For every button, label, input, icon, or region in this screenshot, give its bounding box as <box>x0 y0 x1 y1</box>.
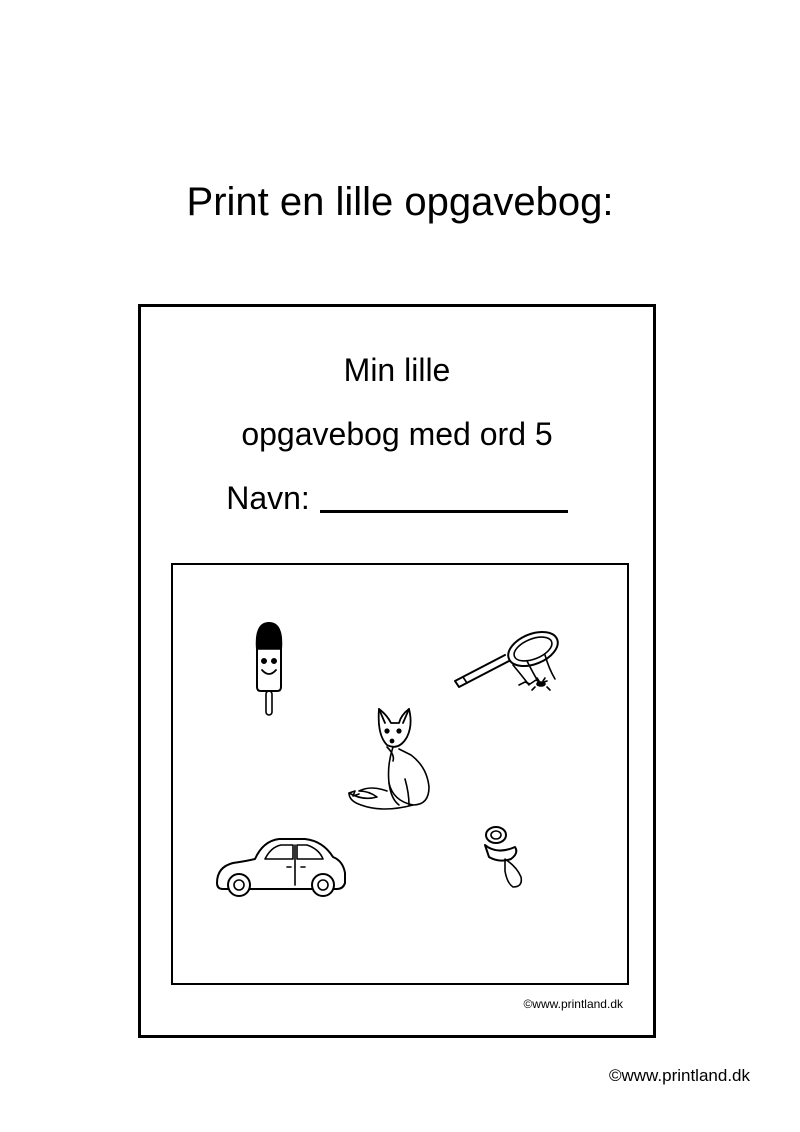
fox-icon <box>349 709 429 809</box>
page-copyright: ©www.printland.dk <box>608 1066 750 1085</box>
name-blank-line <box>320 480 568 513</box>
pacifier-icon <box>485 827 521 887</box>
booklet-title-line2: opgavebog med ord 5 <box>241 416 553 452</box>
car-icon <box>217 839 345 896</box>
picture-box <box>171 563 629 985</box>
name-label: Navn: <box>226 480 310 516</box>
page-title: Print en lille opgavebog: <box>186 180 614 224</box>
booklet-cover <box>138 304 656 1038</box>
magnifying-glass-icon <box>455 625 563 690</box>
name-row <box>141 477 653 519</box>
booklet-copyright: ©www.printland.dk <box>523 997 623 1011</box>
booklet-title-line1: Min lille <box>343 352 451 388</box>
popsicle-icon <box>257 623 282 715</box>
